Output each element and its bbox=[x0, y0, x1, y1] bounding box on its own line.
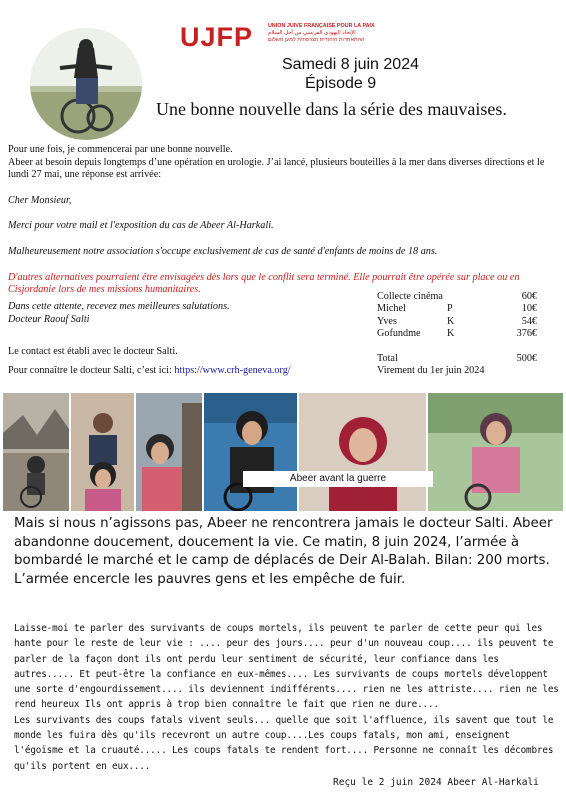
tally-row: Gofundme K 376€ bbox=[377, 328, 537, 340]
rubble-photo bbox=[3, 393, 69, 511]
portrait-photo bbox=[71, 393, 135, 511]
tally-row: Yves K 54€ bbox=[377, 315, 537, 327]
portrait-photo bbox=[204, 393, 297, 511]
tally-row: Collecte cinéma 60€ bbox=[377, 291, 537, 302]
urgent-statement: Mais si nous n’agissons pas, Abeer ne rencontrera jamais le docteur Salti. Abeer abandonne doucement, doucement la vie. Ce matin, 8 juin 2024, l’armée à bombardé le marché et le camp de déplacés de Deir Al-Balah. Bilan: 200 morts. L’armée encercle les pauvres gens et les empêche de fuir. bbox=[14, 516, 553, 587]
contact-link-line bbox=[8, 365, 291, 378]
profile-photo bbox=[30, 28, 142, 140]
letter-closing: Dans cette attente, recevez mes meilleures salutations. bbox=[8, 301, 230, 312]
portrait-photo bbox=[136, 393, 202, 511]
crh-geneva-link[interactable]: https://www.crh-geneva.org/ bbox=[174, 365, 291, 376]
tally-transfer-date: Virement du 1er juin 2024 bbox=[377, 365, 485, 377]
photo-strip bbox=[3, 393, 563, 511]
letter-refusal: Malheureusement notre association s'occupe exclusivement de cas de santé d'enfants de moins de 18 ans. bbox=[8, 245, 438, 257]
portrait-photo bbox=[428, 393, 563, 511]
donation-tally bbox=[377, 291, 537, 377]
ujfp-logo: UJFP bbox=[180, 22, 254, 52]
page-title: Une bonne nouvelle dans la série des mauvaises. bbox=[156, 99, 507, 119]
portrait-photo bbox=[299, 393, 426, 511]
tally-row: Michel P 10€ bbox=[377, 303, 537, 315]
received-note: Reçu le 2 juin 2024 Abeer Al-Harkali bbox=[333, 777, 539, 788]
letter-thanks: Merci pour votre mail et l'exposition du cas de Abeer Al-Harkali. bbox=[8, 220, 274, 232]
issue-date: Samedi 8 juin 2024 bbox=[282, 56, 419, 73]
ujfp-logo-subtitle: UNION JUIVE FRANÇAISE POUR LA PAIX الإتحاد اليهودي الفرنسي من أجل السلام ההתאחדות היהודית הצרפתית למען השלום bbox=[268, 23, 375, 43]
survivors-text: Laisse-moi te parler des survivants de coups mortels, ils peuvent te parler de cette peur qui les hante pour le reste de leur vie : .... peur des jours.... peur d'un nouveau coup.... ils peuvent te parler de la façon dont ils ont perdu leur sentiment de sécurité, leur confiance dans les autres..... Et peut-être la confiance en eux-mêmes.... Les survivants de coups mortels développent une sorte d'engourdissement.... ils deviennent indifférents.... rien ne les attriste.... rien ne les rend heureux Ils ont appris à trop bien connaître le fait que rien ne dure.... Les survivants des coups fatals vivent seuls... quelle que soit l'affluence, ils savent que tout le monde les fuira dès qu'ils recevront un autre coup....Les coups fatals, mon ami, enseignent l'égoïsme et la cruauté..... Les coups fatals te rendent fort.... Personne ne connaît les décombres qu'ils portent en eux.... bbox=[14, 623, 559, 772]
intro-section bbox=[8, 144, 558, 297]
letter-alternative: D'autres alternatives pourraient être envisagées dès lors que le conflit sera terminé. Elle pourrait être opérée sur place ou en Cisjordanie lors de mes missions humanitaires. bbox=[8, 271, 520, 296]
letter-greeting: Cher Monsieur, bbox=[8, 194, 72, 206]
letter-closing-block bbox=[8, 301, 298, 326]
letter-signature: Docteur Raouf Salti bbox=[8, 313, 90, 325]
contact-link-prefix: Pour connaître le docteur Salti, c’est ici: bbox=[8, 365, 175, 376]
intro-line: Abeer at besoin depuis longtemps d’une opération en urologie. J’ai lancé, plusieurs bouteilles à la mer dans diverses directions et le lundi 27 mai, une réponse est arrivée: bbox=[8, 156, 545, 181]
wheelchair-user-image bbox=[30, 28, 142, 140]
episode-number: Épisode 9 bbox=[305, 75, 377, 92]
contact-established: Le contact est établi avec le docteur Salti. bbox=[8, 346, 178, 357]
photo-caption: Abeer avant la guerre bbox=[243, 471, 433, 487]
tally-total: Total 500€ bbox=[377, 352, 537, 364]
intro-line: Pour une fois, je commencerai par une bonne nouvelle. bbox=[8, 144, 233, 155]
